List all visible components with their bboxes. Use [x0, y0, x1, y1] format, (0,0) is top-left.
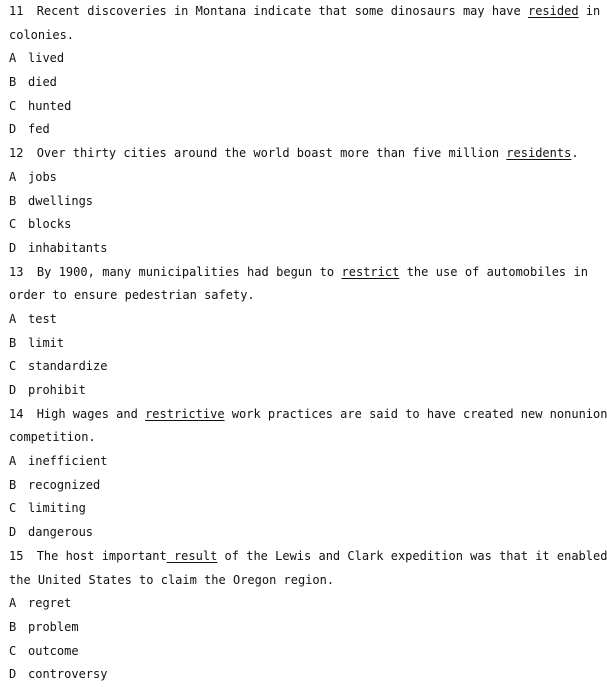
- option-text: regret: [28, 596, 72, 611]
- option-c: [9, 497, 588, 521]
- question-text-continued: colonies.: [9, 27, 75, 42]
- option-letter: B: [9, 477, 17, 492]
- question-number: 15: [9, 548, 24, 563]
- option-text: outcome: [28, 643, 79, 658]
- option-text: dangerous: [28, 525, 94, 540]
- option-text: limiting: [28, 501, 86, 516]
- option-b: [9, 474, 588, 498]
- option-letter: D: [9, 122, 17, 137]
- question-text-tail: in: [585, 4, 601, 18]
- option-d: [9, 663, 588, 687]
- question-text-continued: order to ensure pedestrian safety.: [9, 288, 255, 303]
- question-text-continued: competition.: [9, 430, 96, 445]
- option-d: [9, 237, 588, 261]
- option-text: fed: [28, 122, 50, 137]
- option-b: [9, 71, 588, 95]
- question-13-line-1: [9, 261, 588, 285]
- option-letter: B: [9, 75, 17, 90]
- question-14-line-1: [9, 403, 607, 427]
- option-text: test: [28, 311, 57, 326]
- option-letter: A: [9, 454, 17, 469]
- option-letter: A: [9, 311, 17, 326]
- question-text-tail: of the Lewis and Clark expedition was that it enabled: [224, 548, 607, 563]
- option-c: [9, 355, 588, 379]
- option-d: [9, 521, 588, 545]
- option-letter: A: [9, 51, 17, 66]
- underlined-word: restrictive: [145, 406, 225, 421]
- question-number: 14: [9, 406, 24, 421]
- question-12-line-1: [9, 142, 588, 166]
- question-text: The host important: [36, 548, 167, 563]
- option-text: limit: [28, 335, 65, 350]
- question-number: 12: [9, 146, 24, 161]
- question-13-line-2: [9, 284, 588, 308]
- question-text: Over thirty cities around the world boast more than five million: [36, 146, 500, 161]
- option-letter: D: [9, 667, 17, 682]
- option-b: [9, 332, 588, 356]
- option-b: [9, 616, 588, 640]
- option-text: problem: [28, 619, 79, 634]
- option-letter: C: [9, 643, 17, 658]
- underlined-word: resided: [527, 4, 579, 18]
- option-letter: C: [9, 98, 17, 113]
- option-c: [9, 213, 588, 237]
- underlined-word: restrict: [341, 264, 400, 279]
- option-c: [9, 640, 588, 664]
- option-letter: C: [9, 501, 17, 516]
- option-c: [9, 95, 588, 119]
- underlined-word: residents: [506, 146, 572, 161]
- option-letter: A: [9, 596, 17, 611]
- question-15-line-2: [9, 569, 588, 593]
- question-text-tail: .: [571, 146, 579, 161]
- option-a: [9, 47, 588, 71]
- option-text: recognized: [28, 477, 101, 492]
- question-number: 13: [9, 264, 24, 279]
- question-text: High wages and: [36, 406, 138, 421]
- option-letter: C: [9, 359, 17, 374]
- option-text: standardize: [28, 359, 108, 374]
- option-letter: D: [9, 525, 17, 540]
- question-text-tail: the use of automobiles in: [406, 264, 588, 279]
- option-letter: A: [9, 169, 17, 184]
- question-text: By 1900, many municipalities had begun to: [36, 264, 335, 279]
- option-letter: B: [9, 335, 17, 350]
- option-a: [9, 166, 588, 190]
- option-d: [9, 379, 588, 403]
- option-d: [9, 118, 588, 142]
- option-a: [9, 592, 588, 616]
- option-text: dwellings: [28, 193, 94, 208]
- option-text: inhabitants: [28, 240, 108, 255]
- option-text: blocks: [28, 217, 72, 232]
- question-11-line-2: [9, 24, 588, 48]
- question-text-tail: work practices are said to have created new nonunion: [231, 406, 607, 421]
- question-number: 11: [9, 4, 24, 18]
- option-text: prohibit: [28, 383, 86, 397]
- option-a: [9, 450, 588, 474]
- option-text: died: [28, 75, 57, 90]
- option-letter: C: [9, 217, 17, 232]
- question-14-line-2: [9, 426, 588, 450]
- option-b: [9, 190, 588, 214]
- question-15-line-1: [9, 545, 607, 569]
- question-11-line-1: [9, 0, 601, 24]
- option-text: inefficient: [28, 454, 108, 469]
- option-letter: B: [9, 619, 17, 634]
- option-text: lived: [28, 51, 65, 66]
- option-letter: B: [9, 193, 17, 208]
- question-text-continued: the United States to claim the Oregon region.: [9, 572, 335, 587]
- option-text: hunted: [28, 98, 72, 113]
- option-text: jobs: [28, 169, 57, 184]
- option-a: [9, 308, 588, 332]
- option-letter: D: [9, 383, 17, 397]
- underlined-word: result: [166, 548, 218, 563]
- option-text: controversy: [28, 667, 108, 682]
- question-text: Recent discoveries in Montana indicate that some dinosaurs may have: [36, 4, 521, 18]
- option-letter: D: [9, 240, 17, 255]
